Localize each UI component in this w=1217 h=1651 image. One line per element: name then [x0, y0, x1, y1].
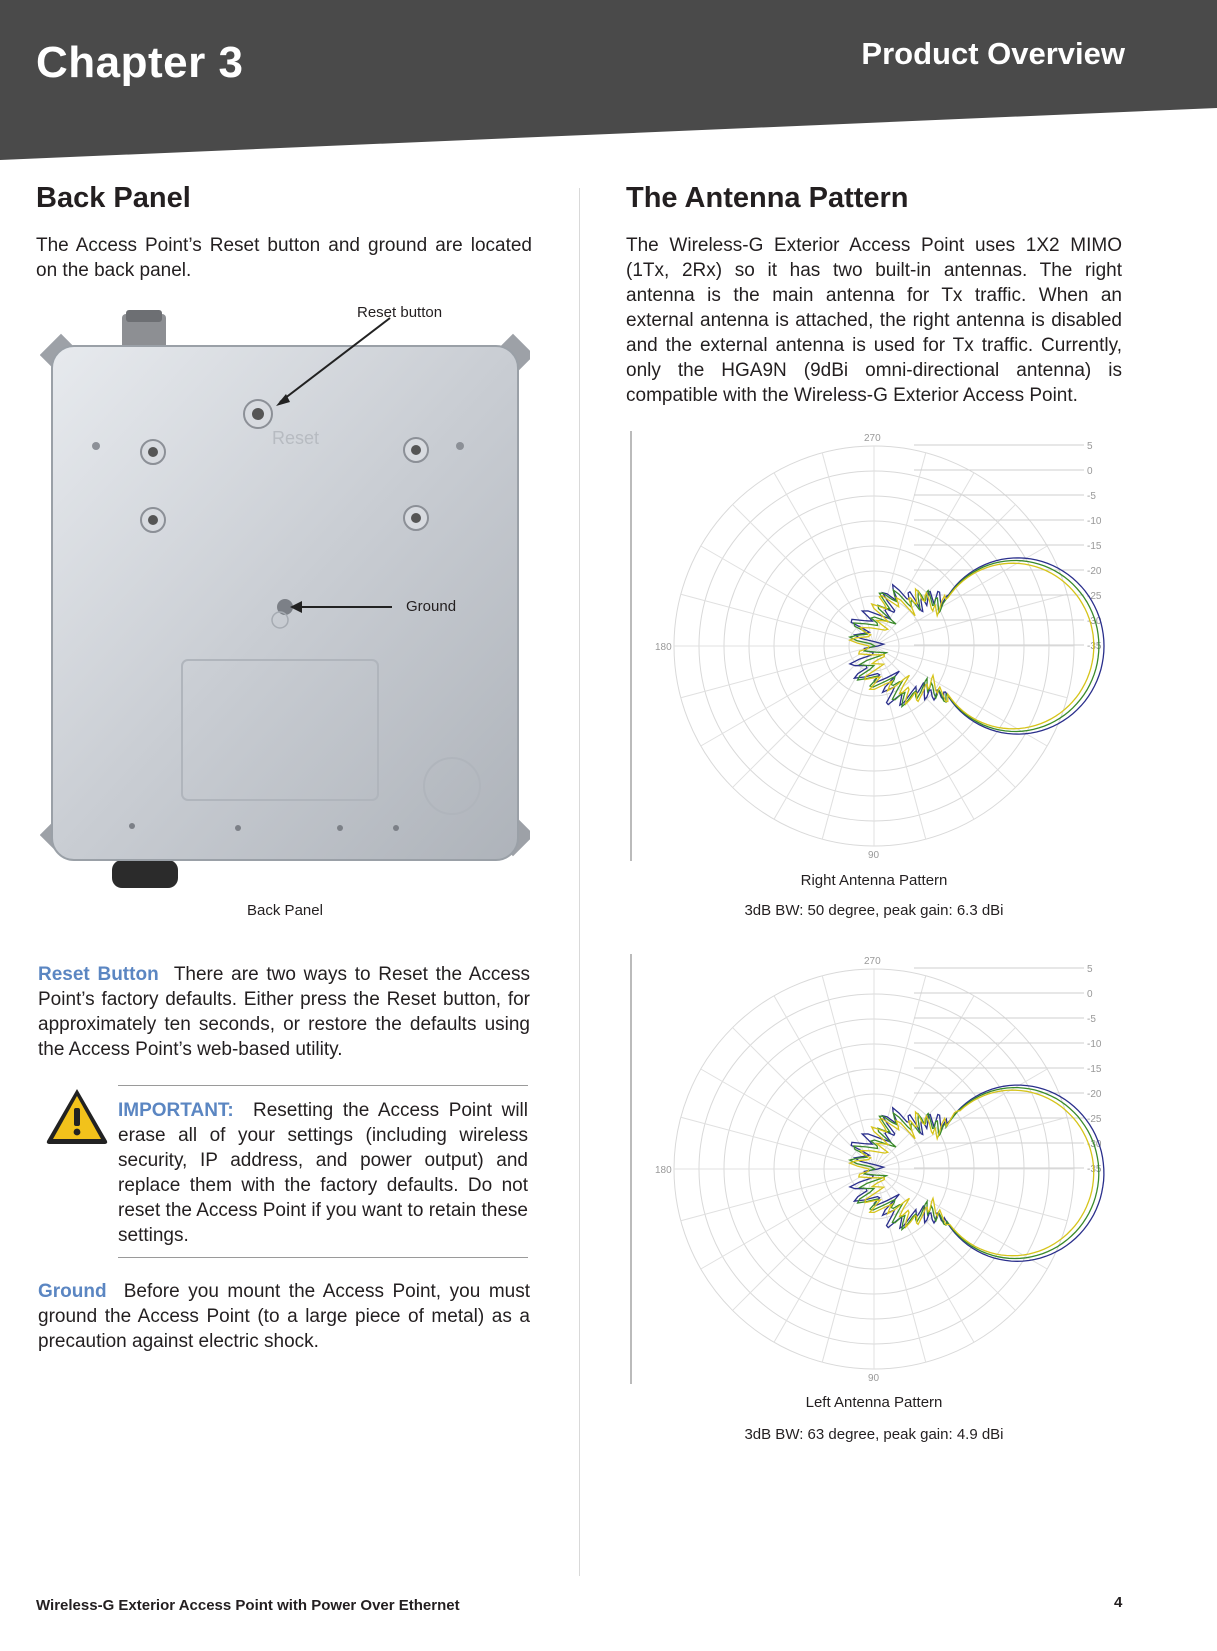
radial-tick-label: 0 [1087, 466, 1093, 477]
radial-tick-label: -30 [1087, 1139, 1102, 1150]
radial-tick-label: -15 [1087, 541, 1102, 552]
antenna-pattern-intro: The Wireless-G Exterior Access Point uses 1X2 MIMO (1Tx, 2Rx) so it has two built-in antennas. The right antenna is the main antenna for Tx traffic. When an external antenna is attached, the right antenna is disabled and the external antenna is used for Tx traffic. Currently, only the HGA9N (9dBi omni-directional antenna) is compatible with the Wireless-G Exterior Access Point. [626, 235, 1122, 406]
angle-tick-label: 270 [864, 433, 881, 444]
radial-tick-label: -20 [1087, 1089, 1102, 1100]
important-term: IMPORTANT: [118, 1100, 234, 1121]
radial-tick-label: -25 [1087, 1114, 1102, 1125]
reset-button-callout: Reset button [357, 304, 443, 321]
important-bottom-rule [118, 1257, 528, 1258]
footer-title: Wireless-G Exterior Access Point with Power Over Ethernet [36, 1597, 460, 1614]
radial-tick-label: -25 [1087, 591, 1102, 602]
right-antenna-pattern-chart [629, 431, 1119, 861]
back-panel-caption: Back Panel [247, 902, 323, 919]
ground-text: Before you mount the Access Point, you must ground the Access Point (to a large piece of metal) as a precaution against electric shock. [38, 1281, 530, 1352]
radial-tick-label: -15 [1087, 1064, 1102, 1075]
antenna-pattern-heading: The Antenna Pattern [626, 182, 909, 214]
angle-tick-label: 180 [655, 1165, 672, 1176]
important-text: Resetting the Access Point will erase all of your settings (including wireless security, IP address, and power output) and replace them with the factory defaults. Do not reset the Access Point if you want to retain these settings. [118, 1100, 528, 1246]
reset-button-paragraph [38, 962, 530, 1062]
page-number: 4 [1114, 1594, 1123, 1611]
radial-tick-label: 5 [1087, 441, 1093, 452]
important-top-rule [118, 1085, 528, 1086]
ground-paragraph [38, 1279, 530, 1354]
radial-tick-label: -20 [1087, 566, 1102, 577]
radial-tick-label: 0 [1087, 989, 1093, 1000]
left-antenna-pattern-chart [629, 954, 1119, 1384]
radial-tick-label: -5 [1087, 1014, 1096, 1025]
ground-callout: Ground [406, 598, 457, 615]
important-note [118, 1098, 528, 1248]
column-divider [579, 188, 580, 1576]
left-antenna-spec: 3dB BW: 63 degree, peak gain: 4.9 dBi [744, 1426, 1004, 1443]
radial-tick-label: -5 [1087, 491, 1096, 502]
angle-tick-label: 90 [868, 850, 880, 861]
back-panel-heading: Back Panel [36, 182, 191, 214]
angle-tick-label: 270 [864, 956, 881, 967]
angle-tick-label: 180 [655, 642, 672, 653]
chapter-title: Chapter 3 [36, 38, 244, 87]
back-panel-intro: The Access Point’s Reset button and ground are located on the back panel. [36, 235, 532, 281]
section-title: Product Overview [861, 36, 1125, 71]
radial-tick-label: 5 [1087, 964, 1093, 975]
reset-button-term: Reset Button [38, 964, 159, 985]
reset-button-text: There are two ways to Reset the Access Point’s factory defaults. Either press the Reset button, for approximately ten seconds, or restore the defaults using the Access Point’s web-based utility. [38, 964, 530, 1060]
right-antenna-caption: Right Antenna Pattern [800, 872, 948, 889]
angle-tick-label: 90 [868, 1373, 880, 1384]
warning-icon [44, 1086, 110, 1146]
radial-tick-label: -10 [1087, 1039, 1102, 1050]
embossed-reset-text: Reset [272, 428, 320, 448]
radial-tick-label: -35 [1087, 641, 1102, 652]
back-panel-photo [40, 310, 530, 890]
radial-tick-label: -35 [1087, 1164, 1102, 1175]
left-antenna-caption: Left Antenna Pattern [805, 1394, 943, 1411]
right-antenna-spec: 3dB BW: 50 degree, peak gain: 6.3 dBi [744, 902, 1004, 919]
radial-tick-label: -10 [1087, 516, 1102, 527]
ground-term: Ground [38, 1281, 107, 1302]
radial-tick-label: -30 [1087, 616, 1102, 627]
